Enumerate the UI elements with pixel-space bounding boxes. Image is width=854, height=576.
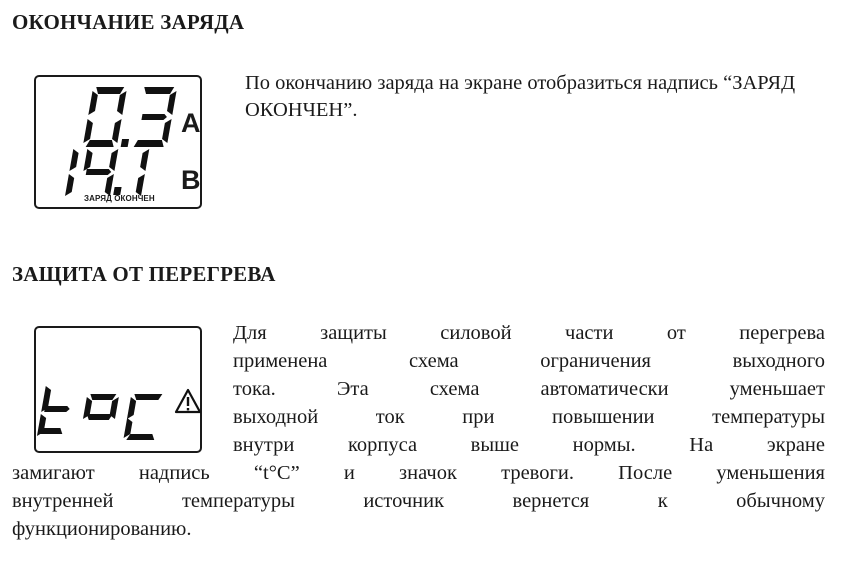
warning-triangle-icon xyxy=(176,390,200,412)
overheat-text-line: замигают надпись “t°C” и значок тревоги. После уменьшения xyxy=(12,462,825,484)
overheat-text-line: тока. Эта схема автоматически уменьшает xyxy=(233,378,825,400)
overheat-text-line: применена схема ограничения выходного xyxy=(233,350,825,372)
current-unit: А xyxy=(181,108,201,138)
charge-end-text: По окончанию заряда на экране отобразиться надпись “ЗАРЯД ОКОНЧЕН”. xyxy=(245,72,796,121)
overheat-text-line: Для защиты силовой части от перегрева xyxy=(233,322,825,344)
temperature-symbol xyxy=(36,386,164,440)
lcd-digits-charge-end xyxy=(36,77,204,211)
overheat-text-line: внутри корпуса выше нормы. На экране xyxy=(233,434,825,456)
section-heading-charge-end: ОКОНЧАНИЕ ЗАРЯДА xyxy=(12,10,245,34)
lcd-overheat-symbols xyxy=(36,328,204,455)
section-heading-overheat: ЗАЩИТА ОТ ПЕРЕГРЕВА xyxy=(12,262,276,286)
overheat-text-line: внутренней температуры источник вернется к обычному xyxy=(12,490,825,512)
lcd-display-charge-end xyxy=(34,75,202,209)
current-digits xyxy=(83,87,178,147)
overheat-text-line: выходной ток при повышении температуры xyxy=(233,406,825,428)
voltage-unit: В xyxy=(181,165,201,195)
lcd-display-overheat xyxy=(34,326,202,453)
overheat-text-line: функционированию. xyxy=(12,518,192,540)
charge-end-caption: ЗАРЯД ОКОНЧЕН xyxy=(84,194,155,203)
voltage-digits xyxy=(65,149,149,196)
